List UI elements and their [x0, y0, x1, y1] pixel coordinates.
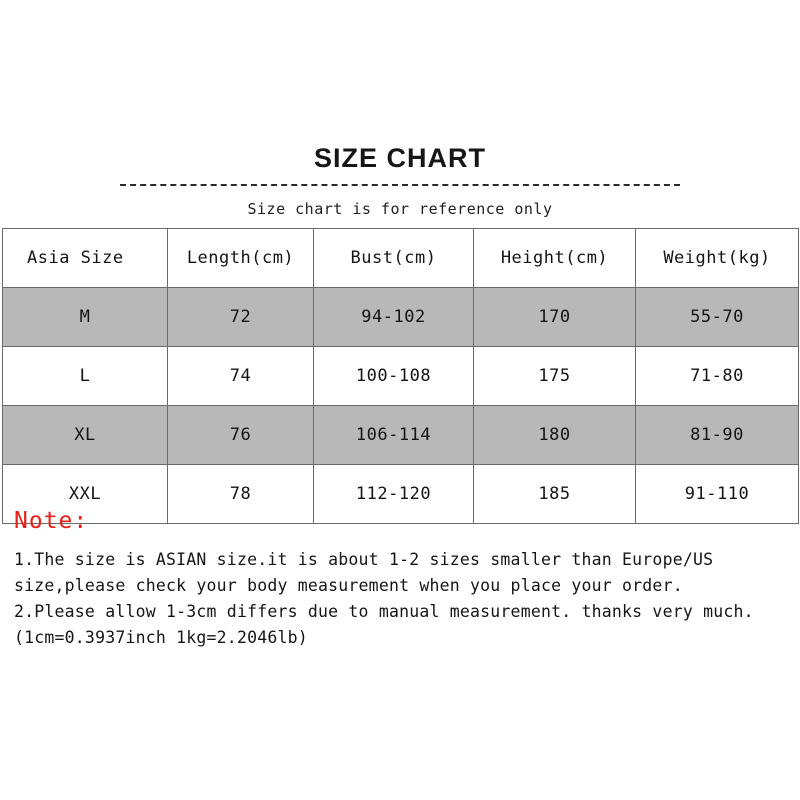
- cell-size: XL: [3, 406, 168, 465]
- table-row: [3, 347, 799, 406]
- column-header: Asia Size: [3, 229, 168, 288]
- cell-length: 76: [168, 406, 314, 465]
- cell-bust: 94-102: [314, 288, 474, 347]
- cell-bust: 100-108: [314, 347, 474, 406]
- column-header: Weight(kg): [636, 229, 799, 288]
- cell-weight: 55-70: [636, 288, 799, 347]
- cell-length: 78: [168, 465, 314, 524]
- cell-weight: 81-90: [636, 406, 799, 465]
- cell-weight: 71-80: [636, 347, 799, 406]
- table-row: [3, 288, 799, 347]
- cell-height: 170: [474, 288, 636, 347]
- cell-length: 74: [168, 347, 314, 406]
- cell-weight: 91-110: [636, 465, 799, 524]
- column-header: Height(cm): [474, 229, 636, 288]
- cell-size: L: [3, 347, 168, 406]
- cell-height: 180: [474, 406, 636, 465]
- column-header: Bust(cm): [314, 229, 474, 288]
- note-line-2: 2.Please allow 1-3cm differs due to manual measurement. thanks very much. (1cm=0.3937inch 1kg=2.2046lb): [14, 602, 764, 647]
- cell-height: 175: [474, 347, 636, 406]
- page-title: SIZE CHART: [314, 143, 486, 173]
- cell-size: XXL: [3, 465, 168, 524]
- cell-size: M: [3, 288, 168, 347]
- divider-dashed: [120, 184, 680, 186]
- size-table: [2, 228, 799, 524]
- cell-bust: 106-114: [314, 406, 474, 465]
- table-row: [3, 465, 799, 524]
- note-label: Note:: [14, 508, 89, 534]
- cell-height: 185: [474, 465, 636, 524]
- cell-bust: 112-120: [314, 465, 474, 524]
- table-header-row: [3, 229, 799, 288]
- table-row: [3, 406, 799, 465]
- size-table-container: [2, 228, 798, 524]
- column-header: Length(cm): [168, 229, 314, 288]
- note-line-1: 1.The size is ASIAN size.it is about 1-2 sizes smaller than Europe/US size,please check your body measurement when you place your order.: [14, 550, 724, 595]
- note-body: [14, 547, 786, 651]
- page-subtitle: Size chart is for reference only: [247, 200, 553, 218]
- cell-length: 72: [168, 288, 314, 347]
